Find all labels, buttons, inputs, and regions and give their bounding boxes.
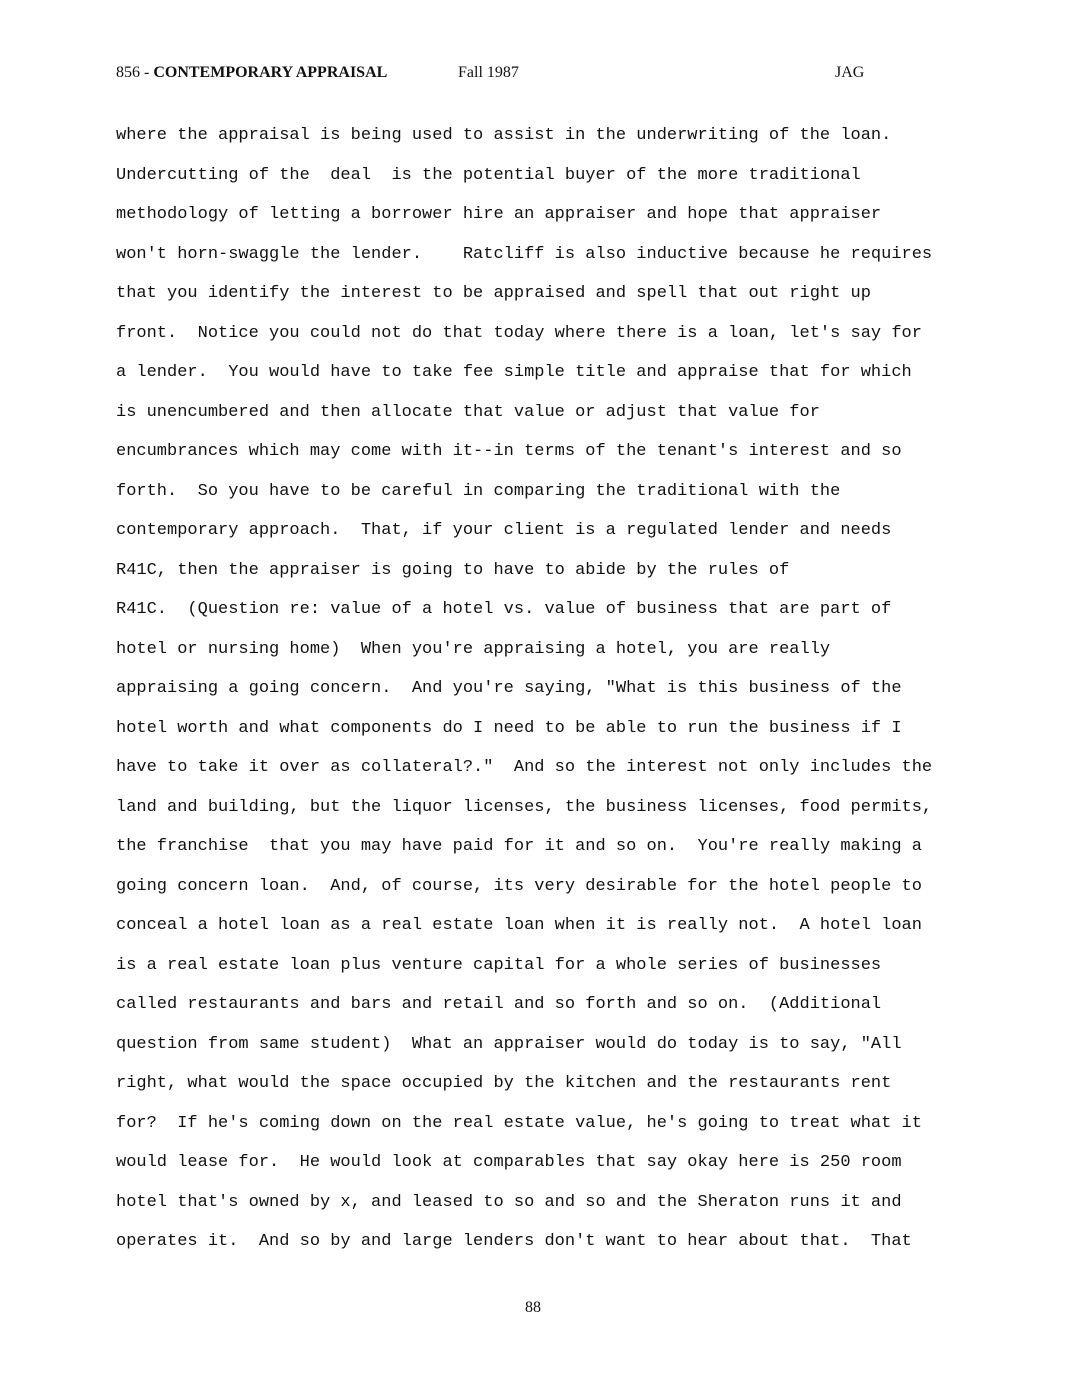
text-line: hotel that's owned by x, and leased to so and so and the Sheraton runs it and: [116, 1192, 902, 1212]
text-line: that you identify the interest to be appraised and spell that out right up: [116, 284, 871, 303]
text-line: contemporary approach. That, if your client is a regulated lender and needs: [116, 521, 892, 540]
text-line: R41C. (Question re: value of a hotel vs. value of business that are part of: [116, 600, 892, 619]
author-initials: JAG: [835, 64, 865, 81]
text-line: would lease for. He would look at comparables that say okay here is 250 room: [116, 1153, 902, 1172]
text-line: called restaurants and bars and retail and so forth and so on. (Additional: [116, 995, 882, 1014]
transcript-body: [116, 116, 976, 1262]
text-line: question from same student) What an appraiser would do today is to say, "All: [116, 1034, 902, 1054]
text-line: land and building, but the liquor licenses, the business licenses, food permits,: [116, 797, 933, 817]
text-line: methodology of letting a borrower hire an appraiser and hope that appraiser: [116, 205, 882, 224]
text-line: front. Notice you could not do that today where there is a loan, let's say for: [116, 323, 922, 343]
text-line: Undercutting of the deal is the potential buyer of the more traditional: [116, 165, 861, 185]
page-header: [116, 62, 876, 84]
text-line: right, what would the space occupied by the kitchen and the restaurants rent: [116, 1074, 892, 1093]
text-line: a lender. You would have to take fee simple title and appraise that for which: [116, 363, 912, 382]
text-line: have to take it over as collateral?." And so the interest not only includes the: [116, 758, 933, 777]
text-line: is a real estate loan plus venture capital for a whole series of businesses: [116, 955, 882, 975]
course-title: CONTEMPORARY APPRAISAL: [153, 64, 388, 81]
text-line: operates it. And so by and large lenders don't want to hear about that. That: [116, 1232, 912, 1251]
text-line: hotel or nursing home) When you're appraising a hotel, you are really: [116, 639, 831, 659]
text-line: going concern loan. And, of course, its very desirable for the hotel people to: [116, 876, 922, 896]
text-line: where the appraisal is being used to assist in the underwriting of the loan.: [116, 126, 892, 145]
text-line: for? If he's coming down on the real estate value, he's going to treat what it: [116, 1113, 922, 1133]
text-line: appraising a going concern. And you're saying, "What is this business of the: [116, 679, 902, 698]
text-line: hotel worth and what components do I need to be able to run the business if I: [116, 718, 902, 738]
page-number: 88: [525, 1299, 541, 1316]
text-line: encumbrances which may come with it--in terms of the tenant's interest and so: [116, 442, 902, 461]
text-line: the franchise that you may have paid for it and so on. You're really making a: [116, 837, 922, 856]
term: Fall 1987: [458, 64, 519, 81]
text-line: is unencumbered and then allocate that value or adjust that value for: [116, 402, 820, 422]
course-number: 856 -: [116, 64, 154, 81]
text-line: R41C, then the appraiser is going to have to abide by the rules of: [116, 560, 790, 580]
text-line: won't horn-swaggle the lender. Ratcliff is also inductive because he requires: [116, 244, 933, 264]
text-line: forth. So you have to be careful in comparing the traditional with the: [116, 481, 841, 501]
text-line: conceal a hotel loan as a real estate loan when it is really not. A hotel loan: [116, 916, 922, 935]
